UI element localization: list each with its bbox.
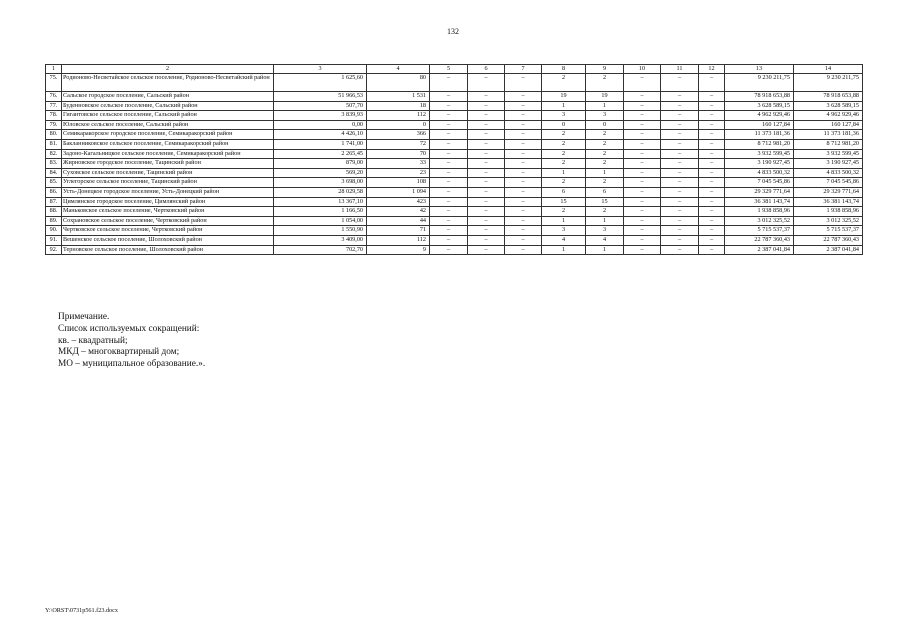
column-header: 6	[468, 65, 505, 74]
table-cell: –	[430, 74, 468, 92]
table-cell: –	[430, 120, 468, 130]
table-cell: 1 938 858,96	[725, 207, 794, 217]
table-cell: –	[624, 149, 661, 159]
table-cell: –	[505, 235, 542, 245]
table-cell: 22 787 360,43	[794, 235, 863, 245]
table-cell: –	[468, 226, 505, 236]
column-header: 4	[367, 65, 430, 74]
table-cell: –	[661, 139, 699, 149]
table-cell: –	[430, 168, 468, 178]
table-cell: 11 373 181,36	[725, 130, 794, 140]
footer-file-path: Y:\ORST\0731p561.f23.docx	[45, 607, 118, 614]
table-cell: 90.	[46, 226, 62, 236]
table-cell: 23	[367, 168, 430, 178]
note-abbrev-kv: кв. – квадратный;	[58, 335, 128, 346]
table-cell: 71	[367, 226, 430, 236]
table-cell: 72	[367, 139, 430, 149]
table-cell: 0	[542, 120, 586, 130]
municipality-name-cell: Буденновское сельское поселение, Сальский район	[62, 101, 274, 111]
table-cell: 3 698,00	[274, 178, 367, 188]
table-cell: –	[430, 149, 468, 159]
table-cell: 5 715 537,37	[794, 226, 863, 236]
table-cell: –	[430, 92, 468, 102]
table-row	[46, 120, 863, 130]
table-cell: –	[699, 207, 725, 217]
column-header: 7	[505, 65, 542, 74]
table-row	[46, 187, 863, 197]
table-cell: –	[661, 111, 699, 121]
table-cell: –	[430, 226, 468, 236]
table-cell: –	[699, 235, 725, 245]
note-title: Примечание.	[58, 312, 110, 322]
table-cell: –	[505, 168, 542, 178]
table-cell: 160 127,84	[794, 120, 863, 130]
table-cell: 78 918 653,88	[725, 92, 794, 102]
table-cell: –	[468, 159, 505, 169]
table-cell: 92.	[46, 245, 62, 255]
table-cell: 8 712 981,20	[794, 139, 863, 149]
table-cell: 2	[586, 178, 624, 188]
table-cell: 702,70	[274, 245, 367, 255]
table-cell: 3 628 589,15	[794, 101, 863, 111]
table-cell: –	[430, 111, 468, 121]
table-cell: 51 966,53	[274, 92, 367, 102]
table-cell: 18	[367, 101, 430, 111]
table-cell: 80.	[46, 130, 62, 140]
table-cell: 1	[542, 216, 586, 226]
table-cell: –	[624, 235, 661, 245]
column-header: 1	[46, 65, 62, 74]
table-cell: –	[699, 159, 725, 169]
table-cell: –	[661, 226, 699, 236]
table-row	[46, 226, 863, 236]
table-cell: –	[624, 226, 661, 236]
table-cell: –	[505, 197, 542, 207]
table-row	[46, 178, 863, 188]
municipality-name-cell: Терновское сельское поселение, Шолоховский район	[62, 245, 274, 255]
table-cell: –	[661, 245, 699, 255]
table-cell: 11 373 181,36	[794, 130, 863, 140]
table-cell: 2	[542, 159, 586, 169]
table-cell: –	[624, 130, 661, 140]
table-row	[46, 235, 863, 245]
column-header: 8	[542, 65, 586, 74]
table-cell: –	[468, 130, 505, 140]
table-cell: –	[624, 187, 661, 197]
table-cell: –	[624, 207, 661, 217]
table-cell: 75.	[46, 74, 62, 92]
table-cell: –	[430, 216, 468, 226]
table-cell: 83.	[46, 159, 62, 169]
table-row	[46, 130, 863, 140]
table-cell: –	[624, 168, 661, 178]
table-cell: –	[699, 245, 725, 255]
note-abbrev-mo: МО – муниципальное образование.».	[58, 359, 206, 370]
table-cell: –	[624, 120, 661, 130]
table-cell: 2	[542, 130, 586, 140]
municipality-name-cell: Жирновское городское поселение, Тацинский район	[62, 159, 274, 169]
table-cell: 86.	[46, 187, 62, 197]
table-cell: –	[661, 207, 699, 217]
table-cell: –	[430, 159, 468, 169]
table-cell: –	[505, 178, 542, 188]
table-cell: –	[505, 120, 542, 130]
table-cell: –	[624, 159, 661, 169]
table-cell: 3 932 599,45	[725, 149, 794, 159]
municipality-name-cell: Сальское городское поселение, Сальский район	[62, 92, 274, 102]
table-cell: –	[661, 74, 699, 92]
table-cell: –	[624, 216, 661, 226]
table-cell: –	[661, 187, 699, 197]
table-cell: 1 054,00	[274, 216, 367, 226]
table-cell: –	[430, 245, 468, 255]
table-cell: –	[468, 120, 505, 130]
notes-section	[58, 312, 205, 371]
table-cell: 2 387 041,84	[794, 245, 863, 255]
table-cell: –	[468, 197, 505, 207]
table-cell: –	[468, 178, 505, 188]
data-table	[45, 64, 863, 255]
table-cell: 2	[586, 207, 624, 217]
table-cell: –	[468, 235, 505, 245]
table-cell: –	[430, 130, 468, 140]
table-cell: 91.	[46, 235, 62, 245]
table-cell: 15	[586, 197, 624, 207]
table-row	[46, 74, 863, 92]
table-cell: 3 012 325,52	[725, 216, 794, 226]
table-cell: –	[699, 216, 725, 226]
table-cell: 19	[586, 92, 624, 102]
table-cell: 87.	[46, 197, 62, 207]
table-cell: 879,00	[274, 159, 367, 169]
municipality-name-cell: Маньковское сельское поселение, Чертковский район	[62, 207, 274, 217]
table-cell: 1	[586, 216, 624, 226]
table-cell: 2	[586, 74, 624, 92]
table-cell: –	[624, 139, 661, 149]
table-cell: –	[505, 101, 542, 111]
table-cell: –	[430, 139, 468, 149]
table-cell: –	[661, 120, 699, 130]
table-cell: –	[468, 168, 505, 178]
table-cell: –	[699, 139, 725, 149]
table-cell: 0	[367, 120, 430, 130]
table-cell: 7 045 545,86	[725, 178, 794, 188]
table-cell: –	[468, 139, 505, 149]
table-cell: 2	[542, 139, 586, 149]
table-cell: 1	[586, 245, 624, 255]
table-cell: 81.	[46, 139, 62, 149]
column-header: 13	[725, 65, 794, 74]
table-cell: 79.	[46, 120, 62, 130]
municipality-name-cell: Сохрановское сельское поселение, Чертковский район	[62, 216, 274, 226]
table-cell: 0	[586, 120, 624, 130]
table-cell: –	[505, 216, 542, 226]
table-cell: 82.	[46, 149, 62, 159]
table-cell: –	[505, 207, 542, 217]
table-cell: 1	[586, 101, 624, 111]
table-cell: 3 932 599,45	[794, 149, 863, 159]
table-cell: 4 833 500,32	[725, 168, 794, 178]
municipality-name-cell: Родионово-Несветайское сельское поселение, Родионово-Несветайский район	[62, 74, 274, 92]
table-cell: 0,00	[274, 120, 367, 130]
table-cell: 3	[542, 226, 586, 236]
note-abbrev-mkd: МКД – многоквартирный дом;	[58, 347, 180, 358]
table-cell: –	[505, 245, 542, 255]
table-cell: 85.	[46, 178, 62, 188]
table-cell: –	[661, 101, 699, 111]
table-cell: 3 190 927,45	[794, 159, 863, 169]
column-header: 2	[62, 65, 274, 74]
table-cell: 29 329 771,64	[725, 187, 794, 197]
table-row	[46, 168, 863, 178]
table-cell: –	[661, 197, 699, 207]
table-cell: 2	[586, 130, 624, 140]
table-cell: 2	[542, 74, 586, 92]
table-cell: 28 029,58	[274, 187, 367, 197]
table-cell: –	[430, 178, 468, 188]
table-cell: 108	[367, 178, 430, 188]
table-cell: –	[505, 130, 542, 140]
table-cell: –	[699, 111, 725, 121]
table-cell: –	[430, 197, 468, 207]
table-cell: 2	[542, 178, 586, 188]
table-cell: 22 787 360,43	[725, 235, 794, 245]
table-row	[46, 101, 863, 111]
table-cell: –	[505, 226, 542, 236]
table-row	[46, 92, 863, 102]
table-cell: –	[430, 207, 468, 217]
municipality-name-cell: Углегорское сельское поселение, Тацинский район	[62, 178, 274, 188]
table-cell: 1 550,90	[274, 226, 367, 236]
table-cell: 160 127,84	[725, 120, 794, 130]
table-cell: 2	[542, 149, 586, 159]
table-cell: 2 265,45	[274, 149, 367, 159]
table-cell: 423	[367, 197, 430, 207]
table-row	[46, 245, 863, 255]
table-cell: 3 409,00	[274, 235, 367, 245]
table-cell: –	[699, 187, 725, 197]
table-cell: –	[624, 101, 661, 111]
municipality-name-cell: Семикаракорское городское поселение, Семикаракорский район	[62, 130, 274, 140]
municipality-name-cell: Вешенское сельское поселение, Шолоховский район	[62, 235, 274, 245]
table-cell: 2	[586, 149, 624, 159]
table-cell: 2	[542, 207, 586, 217]
table-cell: –	[699, 130, 725, 140]
table-cell: –	[505, 159, 542, 169]
table-row	[46, 216, 863, 226]
table-cell: –	[699, 168, 725, 178]
table-cell: 2	[586, 139, 624, 149]
table-cell: –	[699, 178, 725, 188]
table-cell: 1 094	[367, 187, 430, 197]
table-row	[46, 207, 863, 217]
table-cell: 4 962 929,46	[725, 111, 794, 121]
table-cell: 42	[367, 207, 430, 217]
municipality-name-cell: Суховское сельское поселение, Тацинский район	[62, 168, 274, 178]
table-cell: –	[468, 245, 505, 255]
table-cell: –	[661, 92, 699, 102]
table-cell: 77.	[46, 101, 62, 111]
table-cell: 29 329 771,64	[794, 187, 863, 197]
table-cell: 112	[367, 111, 430, 121]
table-cell: –	[505, 92, 542, 102]
column-header: 9	[586, 65, 624, 74]
table-cell: –	[661, 159, 699, 169]
table-cell: 6	[586, 187, 624, 197]
table-row	[46, 159, 863, 169]
table-cell: 4 833 500,32	[794, 168, 863, 178]
table-cell: 84.	[46, 168, 62, 178]
municipality-name-cell: Цимлянское городское поселение, Цимлянский район	[62, 197, 274, 207]
table-cell: 15	[542, 197, 586, 207]
table-cell: 78.	[46, 111, 62, 121]
table-cell: 1	[586, 168, 624, 178]
table-cell: 33	[367, 159, 430, 169]
table-cell: 1 531	[367, 92, 430, 102]
table-cell: –	[624, 74, 661, 92]
table-cell: 1	[542, 101, 586, 111]
table-cell: 13 367,10	[274, 197, 367, 207]
table-cell: –	[661, 149, 699, 159]
table-cell: –	[468, 216, 505, 226]
table-row	[46, 149, 863, 159]
table-cell: 3 190 927,45	[725, 159, 794, 169]
table-cell: –	[624, 111, 661, 121]
table-cell: 3	[586, 111, 624, 121]
table-cell: –	[624, 92, 661, 102]
table-cell: –	[699, 149, 725, 159]
municipality-name-cell: Гигантовское сельское поселение, Сальский район	[62, 111, 274, 121]
column-header: 3	[274, 65, 367, 74]
table-cell: 19	[542, 92, 586, 102]
municipality-name-cell: Бакланниковское сельское поселение, Семикаракорский район	[62, 139, 274, 149]
table-cell: –	[430, 235, 468, 245]
table-cell: –	[699, 74, 725, 92]
table-cell: –	[468, 187, 505, 197]
table-cell: 76.	[46, 92, 62, 102]
table-cell: 1 741,00	[274, 139, 367, 149]
table-cell: –	[468, 207, 505, 217]
table-cell: –	[430, 101, 468, 111]
table-cell: 2 387 041,84	[725, 245, 794, 255]
table-cell: 8 712 981,20	[725, 139, 794, 149]
table-cell: –	[661, 168, 699, 178]
column-header: 12	[699, 65, 725, 74]
table-cell: 1 625,60	[274, 74, 367, 92]
table-cell: 4 426,10	[274, 130, 367, 140]
column-header: 11	[661, 65, 699, 74]
table-cell: 78 918 653,88	[794, 92, 863, 102]
municipality-name-cell: Юловское сельское поселение, Сальский район	[62, 120, 274, 130]
municipality-name-cell: Задоно-Кагальницкое сельское поселение, Семикаракорский район	[62, 149, 274, 159]
table-cell: 70	[367, 149, 430, 159]
table-cell: –	[505, 187, 542, 197]
table-cell: 4	[542, 235, 586, 245]
page-number: 132	[447, 27, 459, 36]
table-cell: –	[699, 226, 725, 236]
table-cell: 89.	[46, 216, 62, 226]
table-cell: –	[505, 74, 542, 92]
table-cell: –	[468, 149, 505, 159]
table-cell: 3	[586, 226, 624, 236]
table-cell: 80	[367, 74, 430, 92]
table-cell: 1 166,50	[274, 207, 367, 217]
table-cell: –	[505, 111, 542, 121]
table-cell: 3 012 325,52	[794, 216, 863, 226]
table-cell: –	[699, 197, 725, 207]
table-cell: –	[624, 197, 661, 207]
table-cell: –	[468, 111, 505, 121]
table-cell: 7 045 545,86	[794, 178, 863, 188]
table-cell: 3	[542, 111, 586, 121]
table-cell: 1	[542, 245, 586, 255]
table-cell: 1	[542, 168, 586, 178]
column-header: 10	[624, 65, 661, 74]
table-cell: –	[699, 101, 725, 111]
table-cell: –	[661, 130, 699, 140]
table-cell: 5 715 537,37	[725, 226, 794, 236]
table-cell: –	[468, 92, 505, 102]
table-cell: 9 230 211,75	[725, 74, 794, 92]
note-abbrev-heading: Список используемых сокращений:	[58, 323, 200, 334]
table-cell: 88.	[46, 207, 62, 217]
table-cell: 9	[367, 245, 430, 255]
table-cell: 4	[586, 235, 624, 245]
table-cell: –	[430, 187, 468, 197]
table-cell: 4 962 929,46	[794, 111, 863, 121]
table-cell: –	[468, 101, 505, 111]
table-cell: –	[624, 245, 661, 255]
municipality-name-cell: Чертковское сельское поселение, Чертковский район	[62, 226, 274, 236]
table-cell: 6	[542, 187, 586, 197]
table-cell: 9 230 211,75	[794, 74, 863, 92]
table-cell: 1 938 858,96	[794, 207, 863, 217]
table-cell: –	[699, 92, 725, 102]
table-cell: 366	[367, 130, 430, 140]
municipality-name-cell: Усть-Донецкое городское поселение, Усть-Донецкий район	[62, 187, 274, 197]
column-header: 5	[430, 65, 468, 74]
table-cell: –	[505, 149, 542, 159]
table-cell: 44	[367, 216, 430, 226]
table-cell: 36 381 143,74	[725, 197, 794, 207]
table-cell: 507,70	[274, 101, 367, 111]
table-cell: 3 839,93	[274, 111, 367, 121]
table-cell: 569,20	[274, 168, 367, 178]
table-row	[46, 111, 863, 121]
table-header-row	[46, 65, 863, 74]
table-cell: –	[661, 216, 699, 226]
table-cell: 2	[586, 159, 624, 169]
table-cell: –	[661, 235, 699, 245]
column-header: 14	[794, 65, 863, 74]
table-cell: –	[468, 74, 505, 92]
table-cell: –	[699, 120, 725, 130]
table-row	[46, 197, 863, 207]
table-cell: –	[624, 178, 661, 188]
table-row	[46, 139, 863, 149]
table-cell: 3 628 589,15	[725, 101, 794, 111]
table-cell: –	[505, 139, 542, 149]
table-cell: 36 381 143,74	[794, 197, 863, 207]
table-cell: –	[661, 178, 699, 188]
table-cell: 112	[367, 235, 430, 245]
